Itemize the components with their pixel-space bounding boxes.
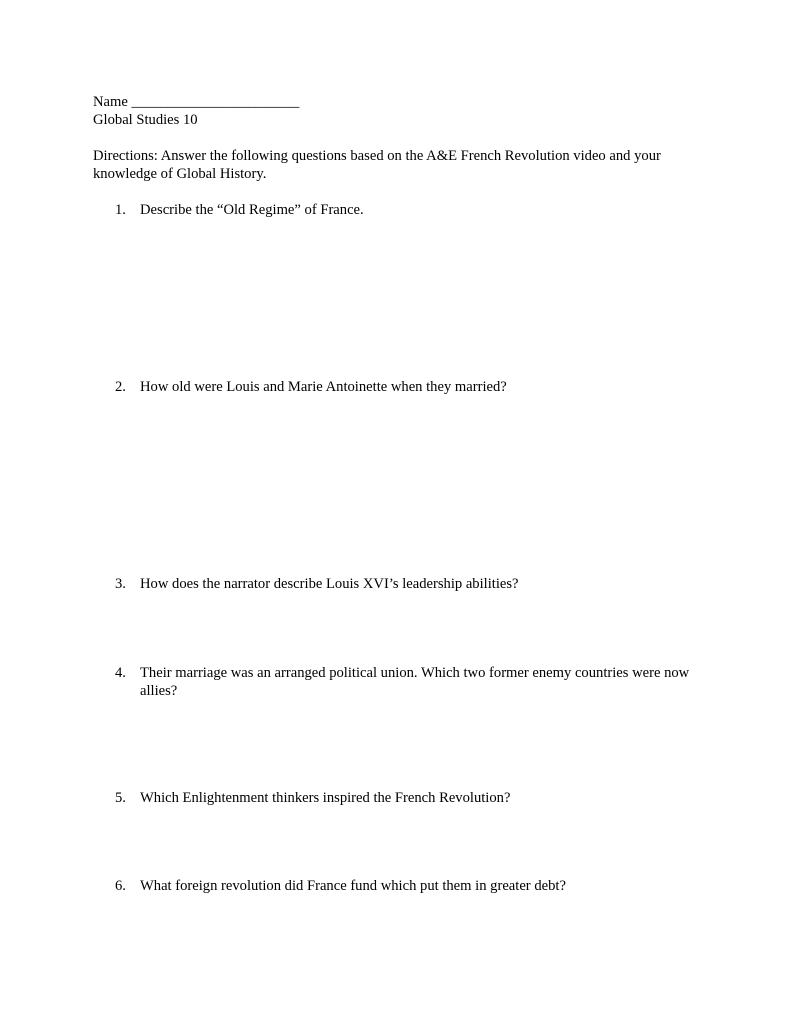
question-6: [115, 877, 715, 895]
question-text: How old were Louis and Marie Antoinette when they married?: [140, 379, 507, 395]
directions-text: Directions: Answer the following questions based on the A&E French Revolution video and your knowledge of Global History.: [93, 148, 661, 182]
question-number: 4.: [115, 665, 126, 681]
question-text: Describe the “Old Regime” of France.: [140, 202, 364, 218]
question-text: Their marriage was an arranged political union. Which two former enemy countries were now allies?: [140, 665, 690, 699]
question-text: How does the narrator describe Louis XVI’s leadership abilities?: [140, 576, 519, 592]
question-number: 5.: [115, 790, 126, 806]
question-3: [115, 575, 715, 593]
question-1: [115, 201, 715, 219]
question-number: 1.: [115, 202, 126, 218]
question-2: [115, 378, 715, 396]
question-number: 3.: [115, 576, 126, 592]
question-4: [115, 664, 715, 700]
question-text: Which Enlightenment thinkers inspired the French Revolution?: [140, 790, 511, 806]
question-number: 2.: [115, 379, 126, 395]
question-5: [115, 789, 715, 807]
course-title: Global Studies 10: [93, 112, 198, 128]
question-number: 6.: [115, 878, 126, 894]
name-line: Name _______________________: [93, 94, 300, 110]
question-text: What foreign revolution did France fund which put them in greater debt?: [140, 878, 566, 894]
